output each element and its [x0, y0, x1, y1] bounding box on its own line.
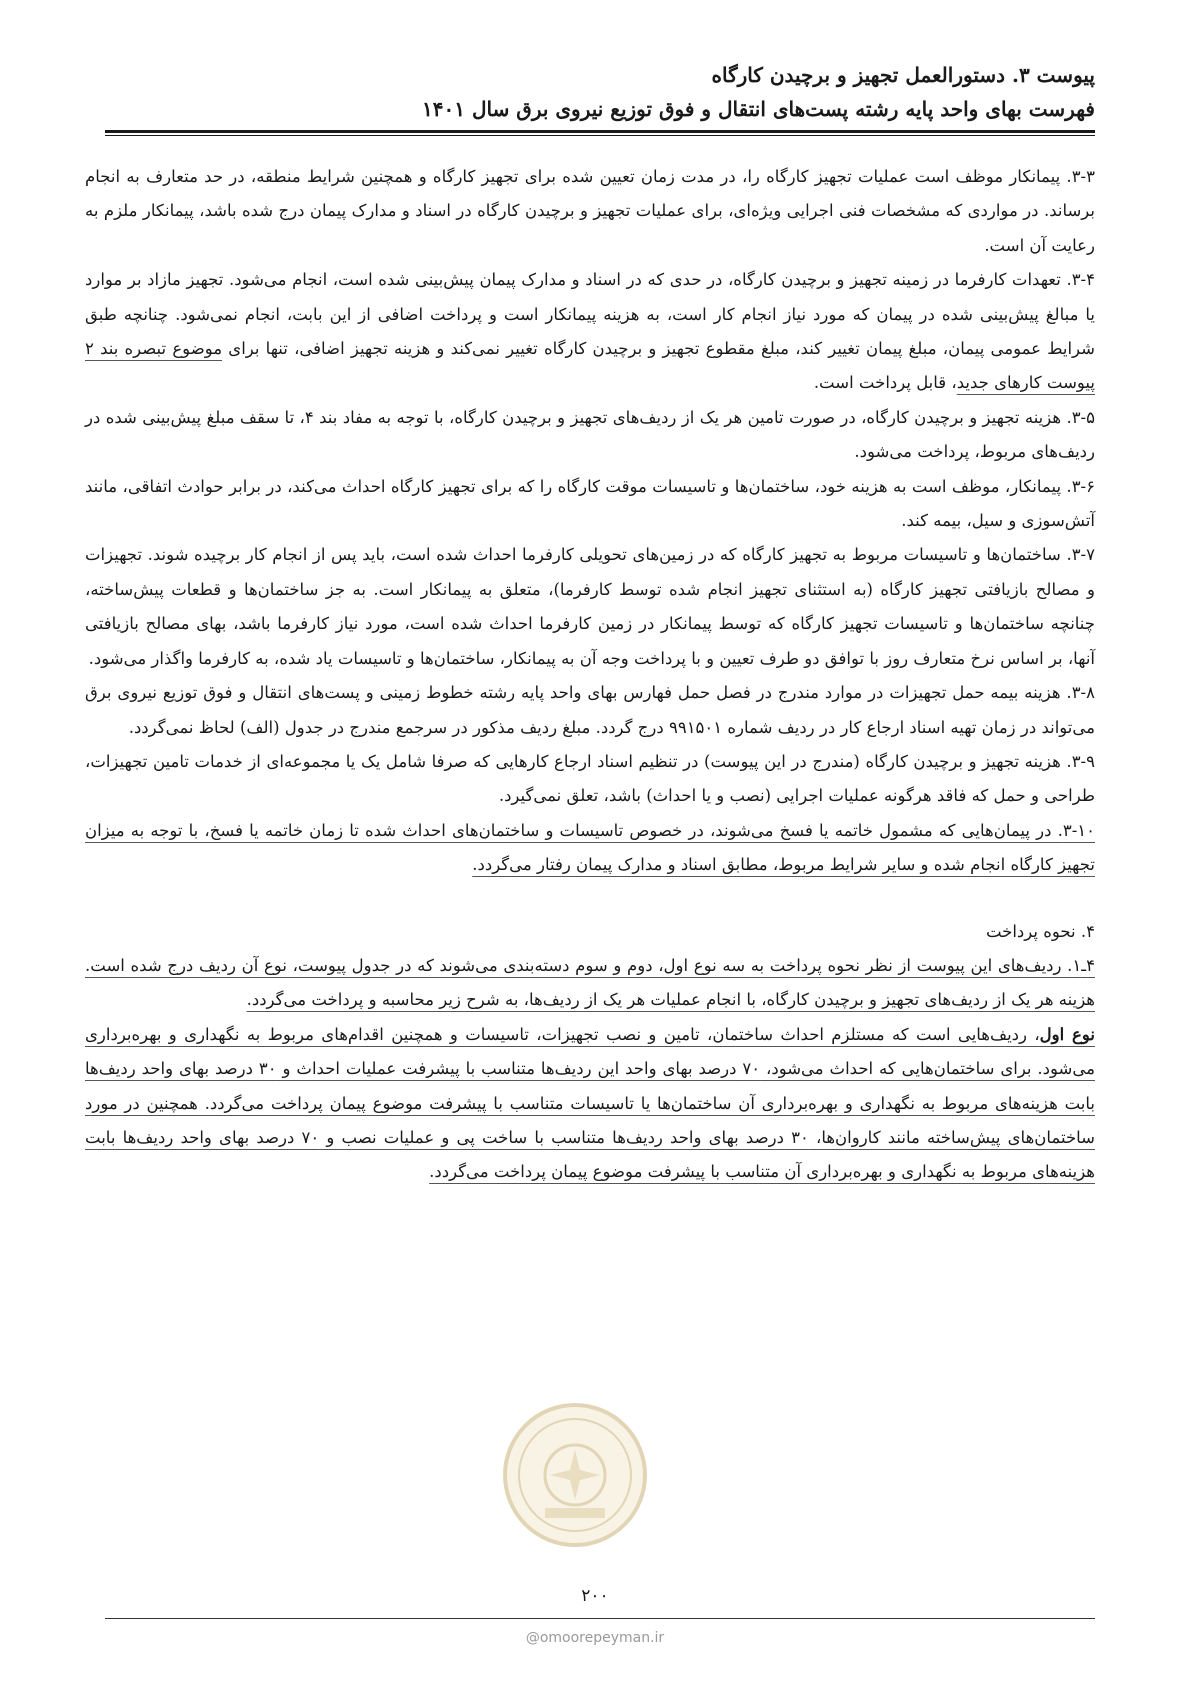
paragraph-3-4-text-c: ، قابل پرداخت است. [813, 373, 957, 393]
page-number: ۲۰۰ [581, 1586, 609, 1606]
paragraph-3-8: ۳-۸. هزینه بیمه حمل تجهیزات در موارد مندرج در فصل حمل فهارس بهای واحد پایه رشته خطوط زمینی و پست‌های انتقال و فوق توزیع نیروی برق می‌تواند در زمان تهیه اسناد ارجاع کار در ردیف شماره ۹۹۱۵۰۱ درج گردد. مبلغ ردیف مذکور در سرجمع مندرج در جدول (الف) لحاظ نمی‌گردد. [85, 683, 1095, 737]
footer-divider [105, 1618, 1095, 1619]
paragraph-3-10: ۳-۱۰. در پیمان‌هایی که مشمول خاتمه یا فسخ می‌شوند، در خصوص تاسیسات و ساختمان‌های احداث شده تا زمان خاتمه یا فسخ، با توجه به میزان تجهیز کارگاه انجام شده و سایر شرایط مربوط، مطابق اسناد و مدارک پیمان رفتار می‌گردد. [85, 820, 1095, 875]
paragraph-3-4 [85, 263, 1095, 401]
section-4-title: ۴. نحوه پرداخت [985, 921, 1095, 941]
watermark-text: @omoorepeyman.ir [525, 1630, 665, 1646]
seal-stamp-icon [500, 1400, 650, 1550]
paragraph-3-6: ۳-۶. پیمانکار، موظف است به هزینه خود، ساختمان‌ها و تاسیسات موقت کارگاه را که برای تجهیز کارگاه احداث می‌کند، در برابر حوادث اتفاقی، مانند آتش‌سوزی و سیل، بیمه کند. [85, 476, 1095, 531]
paragraph-3-9: ۳-۹. هزینه تجهیز و برچیدن کارگاه (مندرج در این پیوست) در تنظیم اسناد ارجاع کارهایی که صرفا شامل یک یا مجموعه‌ای از خدمات تامین تجهیزات، طراحی و حمل که فاقد هرگونه عملیات اجرایی (نصب و یا احداث) باشد، تعلق نمی‌گیرد. [85, 751, 1095, 806]
header-divider-thin [105, 135, 1095, 136]
header-divider-thick [105, 130, 1095, 133]
page-header [105, 58, 1095, 126]
paragraph-3-7: ۳-۷. ساختمان‌ها و تاسیسات مربوط به تجهیز کارگاه که در زمین‌های تحویلی کارفرما احداث شده است، باید پس از انجام کار برچیده شوند. تجهیزات و مصالح بازیافتی تجهیز کارگاه (به استثنای تجهیز انجام شده توسط کارفرما)، متعلق به پیمانکار است. به جز ساختمان‌ها و قطعات پیش‌ساخته، چنانچه ساختمان‌ها و تاسیسات تجهیز کارگاه که توسط پیمانکار در زمین کارفرما احداث شده است، مورد نیاز کارفرما باشد، بهای مصالح بازیافتی آنها، بر اساس نرخ متعارف روز با توافق دو طرف تعیین و با پرداخت وجه آن به پیمانکار، ساختمان‌ها و تاسیسات یاد شده، به کارفرما واگذار می‌شود. [85, 545, 1095, 668]
type-1-text: ، ردیف‌هایی است که مستلزم احداث ساختمان، تامین و نصب تجهیزات، تاسیسات و همچنین اقدام‌های مربوط به نگهداری و بهره‌برداری می‌شود. برای ساختمان‌هایی که احداث می‌شود، ۷۰ درصد بهای واحد این ردیف‌ها متناسب با پیشرفت عملیات احداث و ۳۰ درصد بهای واحد ردیف‌ها بابت هزینه‌های مربوط به نگهداری و بهره‌برداری آن ساختمان‌ها یا تاسیسات متناسب با پیشرفت موضوع پیمان پرداخت می‌گردد. همچنین در مورد ساختمان‌های پیش‌ساخته مانند کاروان‌ها، ۳۰ درصد بهای واحد ردیف‌ها متناسب با ساخت پی و عملیات نصب و ۷۰ درصد بهای واحد ردیف‌ها بابت هزینه‌های مربوط به نگهداری و بهره‌برداری آن متناسب با پیشرفت موضوع پیمان پرداخت می‌گردد. [85, 1024, 1095, 1182]
page-body [85, 160, 1095, 1190]
paragraph-type-1 [85, 1018, 1095, 1190]
paragraph-3-4-text-a: ۳-۴. تعهدات کارفرما در زمینه تجهیز و برچیدن کارگاه، در حدی که در اسناد و مدارک پیمان پیش‌بینی شده است، انجام می‌شود. تجهیز مازاد بر موارد یا مبالغ پیش‌بینی شده در پیمان که مورد نیاز انجام کار است، به هزینه پیمانکار است و پرداخت اضافی از این بابت، انجام نمی‌شود. چنانچه طبق شرایط عمومی پیمان، مبلغ پیمان تغییر کند، مبلغ مقطوع تجهیز و برچیدن کارگاه تغییر نمی‌کند و هزینه تجهیز اضافی، تنها برای [85, 270, 1095, 359]
paragraph-3-3: ۳-۳. پیمانکار موظف است عملیات تجهیز کارگاه را، در مدت زمان تعیین شده برای تجهیز کارگاه و همچنین شرایط منطقه، در حد متعارف به انجام برساند. در مواردی که مشخصات فنی اجرایی ویژه‌ای، برای عملیات تجهیز و برچیدن کارگاه در اسناد و مدارک پیمان درج شده باشد، پیمانکار ملزم به رعایت آن است. [85, 167, 1095, 255]
document-title: فهرست بهای واحد پایه رشته پست‌های انتقال و فوق توزیع نیروی برق سال ۱۴۰۱ [422, 97, 1095, 121]
paragraph-3-5: ۳-۵. هزینه تجهیز و برچیدن کارگاه، در صورت تامین هر یک از ردیف‌های تجهیز و برچیدن کارگاه، با توجه به مفاد بند ۴، تا سقف مبلغ پیش‌بینی شده در ردیف‌های مربوط، پرداخت می‌شود. [85, 407, 1095, 462]
appendix-title: پیوست ۳. دستورالعمل تجهیز و برچیدن کارگاه [711, 63, 1095, 87]
paragraph-4-1: ۴ـ۱. ردیف‌های این پیوست از نظر نحوه پرداخت به سه نوع اول، دوم و سوم دسته‌بندی می‌شوند که در جدول پیوست، نوع آن ردیف درج شده است. هزینه هر یک از ردیف‌های تجهیز و برچیدن کارگاه، با انجام عملیات هر یک از ردیف‌ها، به شرح زیر محاسبه و پرداخت می‌گردد. [85, 955, 1095, 1010]
paragraph-3-4-underlined: موضوع تبصره بند ۲ پیوست کارهای جدید [85, 339, 1095, 393]
type-1-label: نوع اول [1039, 1024, 1095, 1044]
section-spacer [85, 883, 1095, 915]
